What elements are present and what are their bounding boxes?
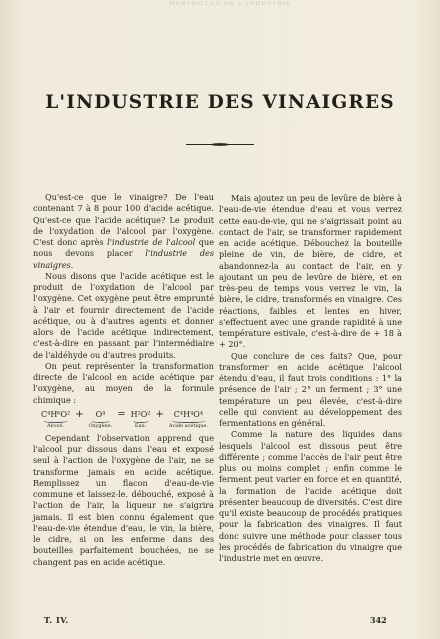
paragraph: Que conclure de ces faits? Que, pour transformer en acide acétique l'alcool étendu d'eau, il faut trois conditions : 1° la présence de l'air ; 2° un ferment ; 3° une température un peu élevée, c'est-à-dire celle qui convient au développement des fermentations en général. (219, 350, 402, 428)
paragraph: Qu'est-ce que le vinaigre? De l'eau contenant 7 à 8 pour 100 d'acide acétique. Qu'est-ce que l'acide acétique? Le produit de l'oxydation de l'alcool par l'oxygène. C'est donc après l'industrie de l'alcool que nous devons placer l'industrie des vinaigres. (33, 192, 214, 270)
right-column (219, 193, 402, 564)
formula-term-oxygene: O⁴ Oxygène. (88, 409, 113, 429)
page-title: L'INDUSTRIE DES VINAIGRES (45, 92, 395, 113)
volume-mark: T. IV. (44, 615, 69, 625)
left-column (33, 192, 214, 568)
chemical-formula (41, 410, 208, 430)
running-head: MERVEILLES DE L'INDUSTRIE (168, 1, 292, 7)
formula-equals: = (117, 408, 126, 420)
formula-term-alcool: C⁴H⁶O² Alcool. (41, 409, 71, 429)
paragraph: Comme la nature des liquides dans lesquels l'alcool est dissous peut être différente ; comme l'accès de l'air peut être plus ou moins complet ; enfin comme le ferment peut varier en force et en quantité, la formation de l'acide acétique doit présenter beaucoup de diversités. C'est dire qu'il existe beaucoup de procédés pratiques pour la fabrication des vinaigres. Il faut donc suivre une méthode pour classer tous les procédés de fabrication du vinaigre que l'industrie met en œuvre. (219, 429, 402, 563)
formula-term-acide: C⁴H⁴O⁴ Acide acétique. (168, 409, 208, 429)
formula-term-eau: H²O² Eau. (130, 409, 151, 429)
paragraph: Mais ajoutez un peu de levûre de bière à l'eau-de-vie étendue d'eau et vous verrez cette eau-de-vie, qui ne s'aigrissait point au contact de l'air, se transformer rapidement en acide acétique. Débouchez la bouteille pleine de vin, de bière, de cidre, et abandonnez-la au contact de l'air, en y ajoutant un peu de levûre de bière, et en très-peu de temps vous verrez le vin, la bière, le cidre, transformés en vinaigre. Ces réactions, faibles et lentes en hiver, s'effectuent avec une grande rapidité à une température estivale, c'est-à-dire de + 18 à + 20°. (219, 193, 402, 350)
formula-plus: + (75, 408, 84, 420)
paragraph: On peut représenter la transformation directe de l'alcool en acide acétique par l'oxygène, au moyen de la formule chimique : (33, 360, 214, 405)
emphasis: l'industrie des vinaigres. (33, 248, 214, 270)
emphasis: l'industrie de l'alcool (107, 237, 196, 247)
paragraph: Nous disons que l'acide acétique est le produit de l'oxydation de l'alcool par l'oxygène. Cet oxygène peut être emprunté à l'air et fournir directement de l'acide acétique, ou à d'autres agents et donner alors de l'acide acétique indirectement, c'est-à-dire en passant par l'intermédiaire de l'aldéhyde ou d'autres produits. (33, 270, 214, 360)
page-number: 342 (370, 615, 387, 625)
paragraph: Cependant l'observation apprend que l'alcool pur dissous dans l'eau et exposé seul à l'action de l'oxygène de l'air, ne se transforme jamais en acide acétique. Remplissez un flacon d'eau-de-vie commune et laissez-le. débouché, exposé à l'action de l'air, la liqueur ne s'aigrira jamais. Il est bien connu également que l'eau-de-vie étendue d'eau, le vin, la bière, le cidre, si on les enferme dans des bouteilles parfaitement bouchées, ne se changent pas en acide acétique. (33, 432, 214, 567)
title-rule-ornament (186, 143, 254, 146)
formula-plus: + (155, 408, 164, 420)
